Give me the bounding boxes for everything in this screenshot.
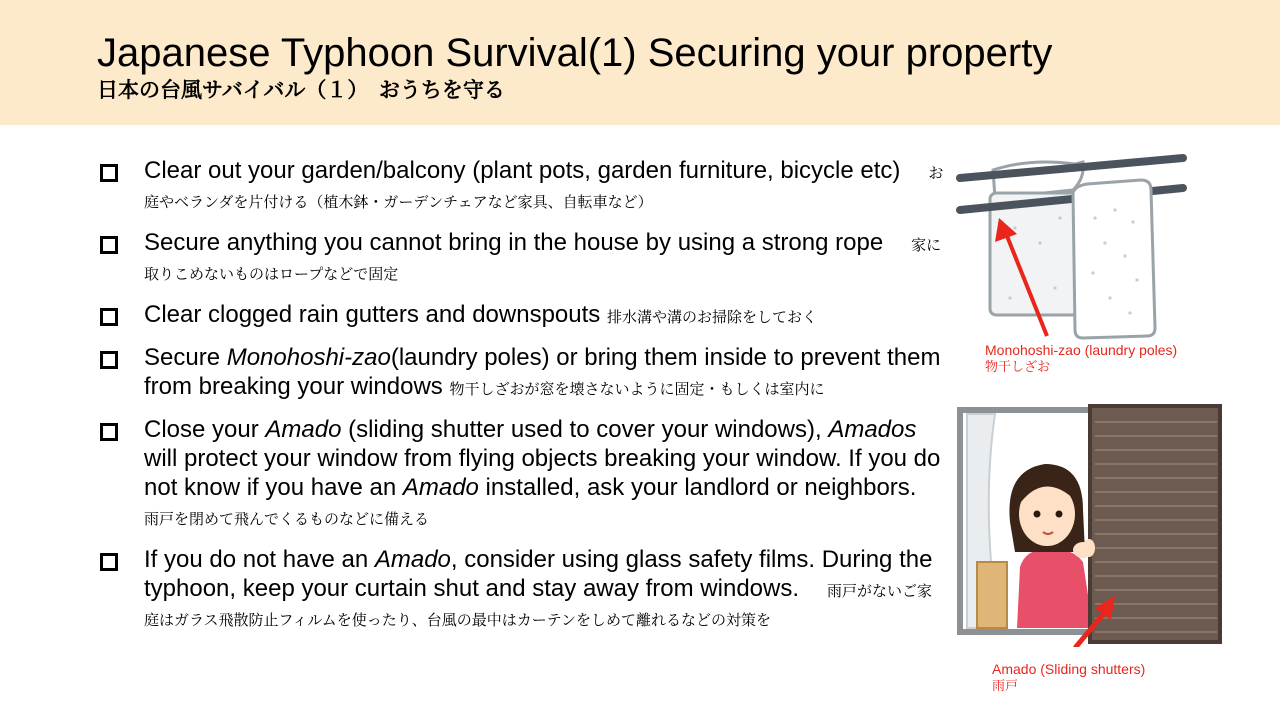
person-eye-right [1056,511,1063,518]
item-japanese: 雨戸を閉めて飛んでくるものなどに備える [144,510,430,528]
towel-front [1073,180,1155,338]
spacer [600,301,607,328]
item-japanese: 家に取りこめないものはロープなどで固定 [144,236,942,283]
checklist-item [97,156,947,214]
item-text: , consider using glass safety films. During the typhoon, keep your curtain shut and stay away from windows. [144,546,933,602]
item-japanese: 排水溝や溝のお掃除をしておく [606,308,817,326]
page-title: Japanese Typhoon Survival(1) Securing your property [97,31,1053,75]
item-text: Amado [374,546,451,573]
amado-caption-en: Amado (Sliding shutters) [992,661,1146,677]
checklist-item [97,300,947,329]
item-text: Secure [144,344,227,371]
amado-caption-jp: 雨戸 [992,679,1019,694]
checkbox-icon [100,236,118,254]
item-text: Amado [402,474,479,501]
amado-caption [992,661,1145,695]
sliding-shutter-illustration [955,402,1225,647]
item-text: Monohoshi-zao [226,344,391,371]
person-fingers [1083,539,1095,557]
title-banner [0,0,1280,125]
laundry-pole-illustration [955,148,1190,343]
item-text: Amado [265,416,342,443]
dresser [977,562,1007,628]
checkbox-icon [100,308,118,326]
checklist-item [97,415,947,531]
checklist-item [97,545,947,632]
towel-back [990,193,1080,315]
item-text: Close your [144,416,266,443]
item-text: will protect your window from flying objects breaking your window. If you do not know if you have an [144,445,941,501]
laundry-caption-jp: 物干しざお [985,360,1051,375]
checklist-item [97,343,947,401]
checklist-item [97,228,947,286]
checklist [97,156,947,646]
item-text: Secure anything you cannot bring in the house by using a strong rope [144,229,884,256]
item-text: Amados [828,416,917,443]
item-japanese: 物干しざおが窓を壊さないように固定・もしくは室内に [449,380,825,398]
page-subtitle: 日本の台風サバイバル（１） おうちを守る [97,78,505,102]
item-text: (laundry poles) or bring them inside to prevent them from breaking your windows [144,344,941,400]
item-japanese: 雨戸がないご家庭はガラス飛散防止フィルムを使ったり、台風の最中はカーテンをしめて離れるなどの対策を [144,582,933,629]
item-text: Clear clogged rain gutters and downspouts [144,301,601,328]
item-text: Clear out your garden/balcony (plant pots, garden furniture, bicycle etc) [144,157,901,184]
checkbox-icon [100,351,118,369]
checkbox-icon [100,164,118,182]
item-text: If you do not have an [144,546,375,573]
person-eye-left [1034,511,1041,518]
item-text: (sliding shutter used to cover your windows), [341,416,829,443]
item-japanese: お庭やベランダを片付ける（植木鉢・ガーデンチェアなど家具、自転車など） [144,164,944,211]
laundry-caption [985,342,1177,376]
item-text: installed, ask your landlord or neighbors. [478,474,917,501]
checkbox-icon [100,423,118,441]
checkbox-icon [100,553,118,571]
laundry-caption-en: Monohoshi-zao (laundry poles) [985,342,1178,358]
